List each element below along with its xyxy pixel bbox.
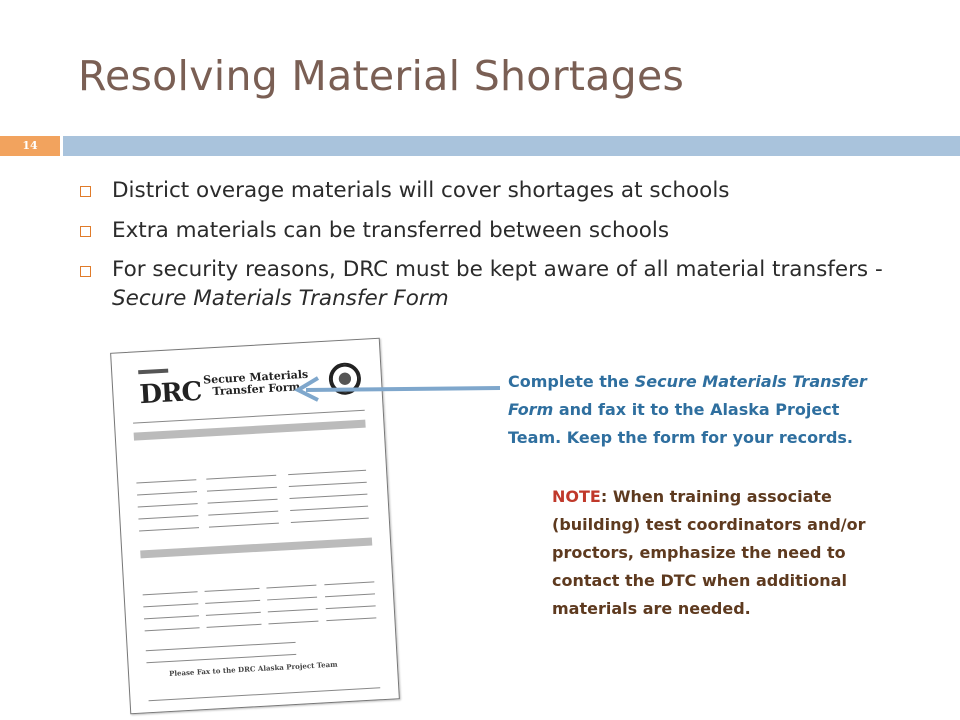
- form-line: [143, 603, 198, 607]
- form-line: [324, 581, 374, 585]
- form-line: [288, 470, 366, 475]
- bullet-form-name: Secure Materials Transfer Form: [112, 286, 449, 311]
- form-line: [205, 600, 260, 604]
- header-rule: [63, 136, 960, 156]
- form-line: [138, 503, 198, 507]
- form-line: [209, 523, 279, 528]
- bullet-square-icon: [80, 226, 91, 237]
- form-line: [139, 527, 199, 531]
- form-line: [326, 605, 376, 609]
- form-title: Secure Materials Transfer Form: [202, 367, 309, 399]
- note-text: [552, 483, 912, 623]
- bullet-square-icon: [80, 186, 91, 197]
- form-logo-bar: [138, 369, 168, 375]
- form-line: [326, 617, 376, 621]
- note-body: : When training associate (building) test coordinators and/or proctors, emphasize the need to contact the DTC when additional materials are needed.: [552, 487, 866, 618]
- form-line: [289, 494, 367, 499]
- bullet-item: [78, 175, 938, 206]
- form-line: [289, 482, 367, 487]
- form-line: [208, 511, 278, 516]
- form-line: [136, 479, 196, 483]
- form-line: [268, 609, 318, 613]
- form-line: [207, 624, 262, 628]
- form-line: [146, 654, 296, 663]
- form-line: [290, 506, 368, 511]
- slide-number-badge: 14: [0, 136, 60, 156]
- slide-title: Resolving Material Shortages: [78, 52, 685, 100]
- bullet-square-icon: [80, 266, 91, 277]
- form-line: [145, 627, 200, 631]
- form-line: [137, 491, 197, 495]
- form-line: [325, 593, 375, 597]
- form-fax-line: Please Fax to the DRC Alaska Project Team: [168, 659, 338, 679]
- bullet-list: [78, 175, 938, 322]
- form-line: [208, 499, 278, 504]
- bullet-item: [78, 255, 938, 313]
- pointer-arrow: [290, 372, 502, 402]
- form-section-band: [134, 420, 366, 441]
- form-line: [206, 475, 276, 480]
- form-line: [268, 621, 318, 625]
- form-logo: DRC: [138, 376, 203, 411]
- form-line: [291, 518, 369, 523]
- form-line: [205, 588, 260, 592]
- note-lead: NOTE: [552, 487, 601, 506]
- bullet-text: District overage materials will cover shortages at schools: [112, 178, 730, 203]
- form-line: [144, 615, 199, 619]
- form-line: [143, 591, 198, 595]
- bullet-item: [78, 215, 938, 246]
- callout-part2: and fax it to the Alaska Project Team. Keep the form for your records.: [508, 400, 853, 447]
- form-line: [138, 515, 198, 519]
- bullet-text: Extra materials can be transferred between schools: [112, 218, 670, 243]
- form-line: [267, 597, 317, 601]
- callout-part1: Complete the: [508, 372, 630, 391]
- form-section-band: [140, 537, 372, 558]
- callout-text: [508, 368, 898, 452]
- callout-form-name: Secure Materials Transfer Form: [508, 372, 867, 419]
- form-line: [146, 642, 296, 651]
- form-line: [266, 585, 316, 589]
- form-line: [206, 612, 261, 616]
- form-line: [207, 487, 277, 492]
- form-line: [149, 687, 381, 701]
- bullet-text: For security reasons, DRC must be kept aware of all material transfers -: [112, 257, 883, 282]
